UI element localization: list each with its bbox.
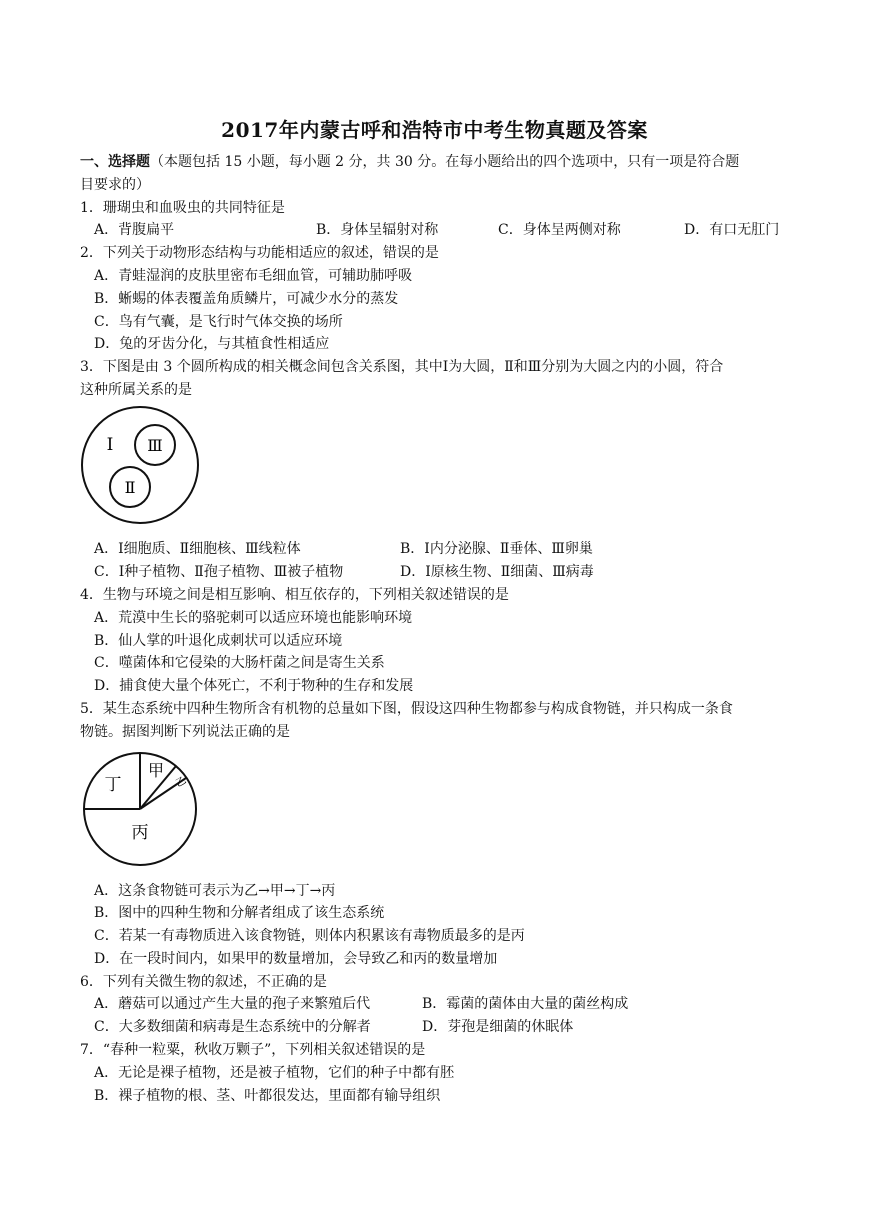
section-header (80, 152, 739, 172)
question-5-stem: 5．某生态系统中四种生物所含有机物的总量如下图，假设这四种生物都参与构成食物链，并只构成一条食 (80, 701, 733, 717)
q1-option-d: D．有口无肛门 (684, 222, 780, 238)
q2-option-b: B．蜥蜴的体表覆盖角质鳞片，可减少水分的蒸发 (94, 291, 399, 307)
q5-option-a: A．这条食物链可表示为乙→甲→丁→丙 (94, 883, 336, 899)
question-3-stem-cont: 这种所属关系的是 (80, 382, 192, 398)
q3-options-row1 (94, 539, 593, 559)
q3-option-c: C．Ⅰ种子植物、Ⅱ孢子植物、Ⅲ被子植物 (94, 564, 344, 580)
question-7-stem: 7．“春种一粒粟，秋收万颗子”，下列相关叙述错误的是 (80, 1042, 426, 1058)
q6-option-c: C．大多数细菌和病毒是生态系统中的分解者 (94, 1019, 371, 1035)
label-small-2: Ⅱ (124, 478, 136, 497)
q3-option-b: B．Ⅰ内分泌腺、Ⅱ垂体、Ⅲ卵巢 (400, 541, 593, 557)
label-big: Ⅰ (106, 435, 114, 455)
q4-option-a: A．荒漠中生长的骆驼刺可以适应环境也能影响环境 (94, 610, 413, 626)
q4-option-c: C．噬菌体和它侵染的大肠杆菌之间是寄生关系 (94, 655, 385, 671)
big-circle (82, 407, 198, 523)
q1-option-a: A．背腹扁平 (94, 222, 175, 238)
q5-option-c: C．若某一有毒物质进入该食物链，则体内积累该有毒物质最多的是丙 (94, 928, 525, 944)
q4-option-d: D．捕食使大量个体死亡，不利于物种的生存和发展 (94, 678, 414, 694)
question-1-options (94, 220, 780, 240)
question-2-stem: 2．下列关于动物形态结构与功能相适应的叙述，错误的是 (80, 245, 439, 261)
organic-matter-pie-chart (82, 752, 202, 872)
page-title: 2017年内蒙古呼和浩特市中考生物真题及答案 (221, 118, 648, 142)
q5-option-d: D．在一段时间内，如果甲的数量增加，会导致乙和丙的数量增加 (94, 951, 498, 967)
label-jia: 甲 (147, 761, 165, 780)
q6-options-row2 (94, 1017, 574, 1037)
q3-option-d: D．Ⅰ原核生物、Ⅱ细菌、Ⅲ病毒 (400, 564, 594, 580)
q6-option-b: B．霉菌的菌体由大量的菌丝构成 (422, 996, 629, 1012)
question-6-stem: 6．下列有关微生物的叙述，不正确的是 (80, 974, 327, 990)
q1-option-c: C．身体呈两侧对称 (498, 222, 621, 238)
concept-circles-diagram (80, 405, 200, 525)
q3-options-row2 (94, 562, 594, 582)
q6-option-a: A．蘑菇可以通过产生大量的孢子来繁殖后代 (94, 996, 371, 1012)
section-description-cont: 目要求的） (80, 177, 150, 193)
question-1-stem: 1．珊瑚虫和血吸虫的共同特征是 (80, 200, 285, 216)
q2-option-a: A．青蛙湿润的皮肤里密布毛细血管，可辅助肺呼吸 (94, 268, 413, 284)
q3-option-a: A．Ⅰ细胞质、Ⅱ细胞核、Ⅲ线粒体 (94, 541, 301, 557)
question-5-stem-cont: 物链。据图判断下列说法正确的是 (80, 724, 290, 740)
q7-option-a: A．无论是裸子植物，还是被子植物，它们的种子中都有胚 (94, 1065, 455, 1081)
q7-option-b: B．裸子植物的根、茎、叶都很发达，里面都有输导组织 (94, 1088, 441, 1104)
q6-option-d: D．芽孢是细菌的休眠体 (422, 1019, 574, 1035)
question-3-stem: 3．下图是由 3 个圆所构成的相关概念间包含关系图，其中Ⅰ为大圆，Ⅱ和Ⅲ分别为大圆之内的小圆，符合 (80, 359, 724, 375)
q2-option-d: D．兔的牙齿分化，与其植食性相适应 (94, 336, 330, 352)
q5-option-b: B．图中的四种生物和分解者组成了该生态系统 (94, 905, 385, 921)
label-ding: 丁 (104, 775, 122, 795)
label-bing: 丙 (131, 823, 149, 843)
question-4-stem: 4．生物与环境之间是相互影响、相互依存的，下列相关叙述错误的是 (80, 587, 509, 603)
q6-options-row1 (94, 994, 629, 1014)
q1-option-b: B．身体呈辐射对称 (316, 222, 439, 238)
label-yi: 乙 (174, 775, 189, 790)
label-small-3: Ⅲ (147, 436, 163, 455)
q4-option-b: B．仙人掌的叶退化成刺状可以适应环境 (94, 633, 343, 649)
section-description: （本题包括 15 小题，每小题 2 分，共 30 分。在每小题给出的四个选项中，只有一项是符合题 (150, 154, 740, 170)
section-heading: 一、选择题 (80, 154, 150, 170)
q2-option-c: C．鸟有气囊，是飞行时气体交换的场所 (94, 314, 343, 330)
